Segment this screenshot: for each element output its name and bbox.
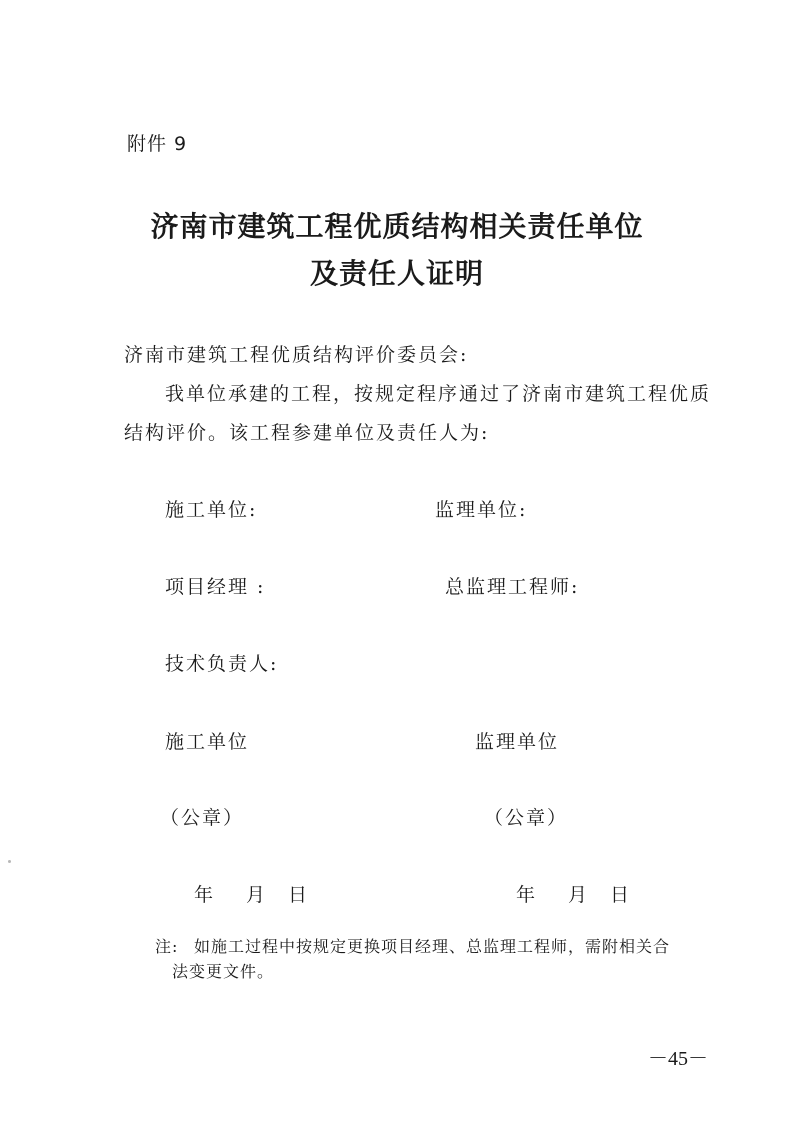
construction-unit-signature-label: 施工单位 xyxy=(165,731,250,753)
right-date-year: 年 xyxy=(516,884,536,906)
note-line2: 法变更文件。 xyxy=(172,962,275,981)
body-paragraph-line2: 结构评价。该工程参建单位及责任人为: xyxy=(124,422,490,444)
supervision-unit-field: 监理单位: xyxy=(435,499,528,521)
attachment-label: 附件 9 xyxy=(127,133,188,155)
document-title-line2: 及责任人证明 xyxy=(309,257,484,290)
right-date-month: 月 xyxy=(568,884,588,906)
supervision-unit-seal: （公章） xyxy=(484,807,569,829)
chief-supervising-engineer-field: 总监理工程师: xyxy=(445,576,580,598)
body-paragraph-line1: 我单位承建的工程，按规定程序通过了济南市建筑工程优质 xyxy=(165,383,712,405)
right-date-day: 日 xyxy=(610,884,630,906)
project-manager-field: 项目经理 : xyxy=(165,576,266,598)
construction-unit-seal: （公章） xyxy=(160,807,245,829)
left-date-month: 月 xyxy=(246,884,266,906)
left-date-year: 年 xyxy=(194,884,214,906)
note-label: 注: xyxy=(155,937,179,956)
addressee: 济南市建筑工程优质结构评价委员会: xyxy=(124,344,469,366)
scan-speck xyxy=(8,860,11,863)
note-line1: 如施工过程中按规定更换项目经理、总监理工程师，需附相关合 xyxy=(194,937,671,956)
construction-unit-field: 施工单位: xyxy=(165,499,258,521)
supervision-unit-signature-label: 监理单位 xyxy=(475,731,560,753)
document-title-line1: 济南市建筑工程优质结构相关责任单位 xyxy=(150,210,644,243)
technical-lead-field: 技术负责人: xyxy=(165,653,279,675)
left-date-day: 日 xyxy=(288,884,308,906)
page-number: －45－ xyxy=(648,1048,708,1070)
